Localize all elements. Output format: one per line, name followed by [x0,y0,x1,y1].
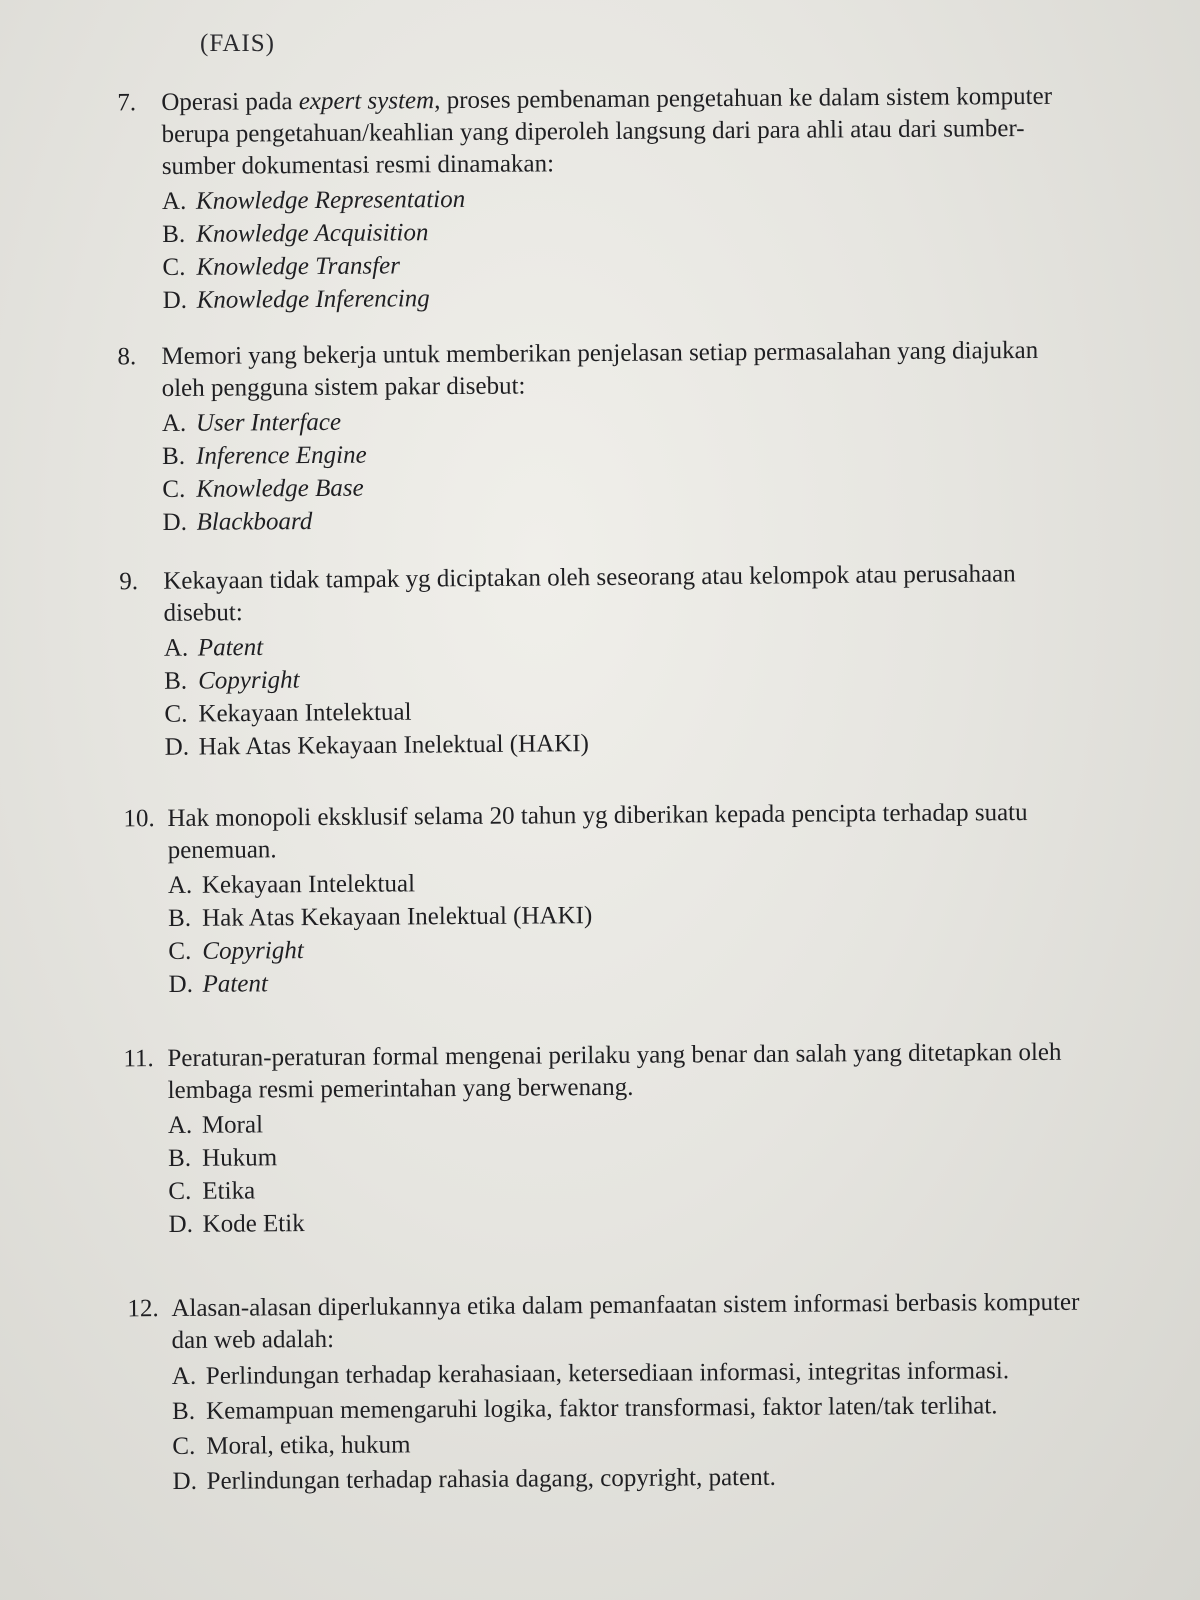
option-text: Knowledge Transfer [196,252,401,281]
option-text: Etika [202,1177,256,1205]
options-list [172,1353,1089,1499]
option-text: Kekayaan Intelektual [198,698,412,728]
option-text: Inference Engine [196,441,367,470]
question-8 [117,335,1078,540]
option-letter: D. [162,286,188,315]
option-text: Knowledge Representation [195,185,466,215]
option-letter: B. [168,904,192,933]
option-letter: A. [167,1111,193,1140]
option-letter: D. [168,1210,193,1239]
option-text: Hak Atas Kekayaan Inelektual (HAKI) [198,730,589,761]
option-d [162,500,1078,539]
option-text: Moral, etika, hukum [206,1431,411,1460]
option-letter: B. [162,442,186,471]
options-list [162,179,1079,317]
option-letter: B. [162,220,186,249]
question-9 [119,558,1081,764]
options-list [168,1103,1085,1241]
option-letter: D. [172,1467,198,1496]
option-text: Kekayaan Intelektual [201,870,416,899]
option-letter: D. [168,970,193,999]
option-letter: C. [162,475,186,504]
option-text: Patent [202,970,268,998]
option-letter: A. [167,871,193,900]
option-letter: C. [168,1177,192,1206]
question-12 [127,1287,1088,1500]
question-stem [123,797,1083,868]
option-letter: D. [162,508,187,537]
question-stem [127,1287,1087,1358]
option-text: Knowledge Inferencing [196,285,430,314]
option-text: Hukum [202,1144,278,1172]
stem-text: Operasi pada [161,88,299,117]
option-letter: B. [172,1397,196,1426]
option-letter: C. [164,700,188,728]
option-letter: C. [162,253,186,282]
option-letter: A. [161,187,187,216]
section-header: (FAIS) [200,30,275,57]
option-text: Copyright [198,666,300,695]
question-number: 8. [117,343,137,371]
stem-text: Peraturan-peraturan formal mengenai perilaku yang benar dan salah yang ditetapkan oleh lembaga resmi pemerintahan yang berwenang. [167,1038,1062,1105]
option-text: Knowledge Acquisition [196,219,429,248]
question-stem [117,335,1077,406]
option-letter: D. [164,733,190,761]
question-7 [117,81,1079,318]
option-text: Perlindungan terhadap kerahasiaan, ketersediaan informasi, integritas informasi. [205,1357,1010,1390]
question-number: 9. [119,568,139,596]
option-letter: A. [161,409,187,438]
options-list [164,624,1081,764]
question-11 [123,1037,1084,1242]
question-stem [119,558,1080,630]
option-text: Knowledge Base [196,474,364,503]
stem-text: Kekayaan tidak tampak yg diciptakan oleh seseorang atau kelompok atau perusahaan disebut: [163,560,1016,627]
option-d [172,1458,1088,1499]
option-text: Blackboard [196,507,313,536]
option-d [165,723,1081,764]
option-text: Patent [197,633,264,662]
option-letter: B. [168,1144,192,1173]
option-d [168,1202,1084,1241]
options-list [168,863,1085,1001]
options-list [162,401,1079,539]
option-letter: C. [168,937,192,966]
option-letter: C. [172,1432,196,1461]
option-text: Perlindungan terhadap rahasia dagang, copyright, patent. [206,1463,776,1495]
question-number: 10. [123,805,155,833]
option-text: User Interface [195,408,342,437]
option-d [168,962,1084,1001]
option-letter: A. [163,634,189,662]
option-text: Copyright [202,937,304,965]
option-text: Kemampuan memengaruhi logika, faktor transformasi, faktor laten/tak terlihat. [206,1392,998,1425]
option-letter: B. [164,667,188,695]
stem-emphasis: expert system [298,87,435,116]
question-number: 11. [123,1045,154,1073]
stem-text: , proses pembenaman pengetahuan ke dalam sistem komputer berupa pengetahuan/keahlian yang diperoleh langsung dari para ahli atau dari sumber-sumber dokumentasi resmi dinamakan: [161,82,1053,181]
question-stem [117,81,1078,184]
option-d [163,278,1079,317]
option-letter: A. [171,1362,197,1391]
option-text: Kode Etik [202,1210,305,1238]
question-number: 7. [117,89,137,117]
stem-text: Alasan-alasan diperlukannya etika dalam pemanfaatan sistem informasi berbasis komputer dan web adalah: [171,1288,1080,1355]
stem-text: Hak monopoli eksklusif selama 20 tahun yg diberikan kepada pencipta terhadap suatu penemuan. [167,799,1028,865]
option-text: Moral [201,1111,264,1139]
question-10 [123,797,1084,1002]
option-text: Hak Atas Kekayaan Inelektual (HAKI) [202,902,593,932]
stem-text: Memori yang bekerja untuk memberikan penjelasan setiap permasalahan yang diajukan oleh pengguna sistem pakar disebut: [161,336,1039,403]
question-stem [123,1037,1083,1108]
question-number: 12. [127,1295,159,1323]
